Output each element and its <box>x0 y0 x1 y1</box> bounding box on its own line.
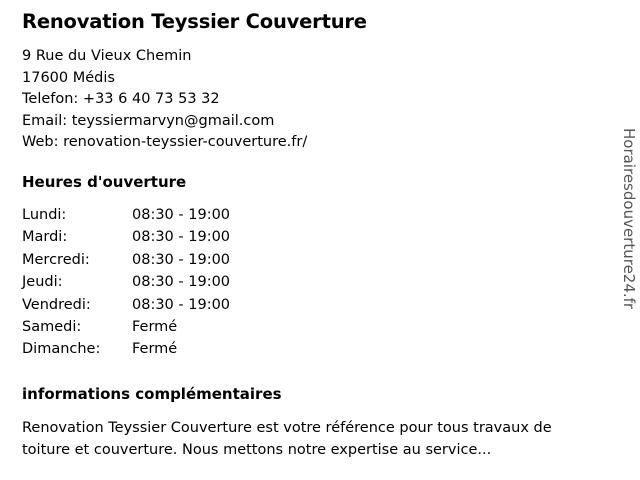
hours-value: 08:30 - 19:00 <box>132 229 231 246</box>
hours-value: 08:30 - 19:00 <box>132 296 231 313</box>
hours-value: 08:30 - 19:00 <box>132 206 231 223</box>
day-label: Samedi: <box>22 318 82 335</box>
phone-line: Telefon: +33 6 40 73 53 32 <box>22 91 220 108</box>
table-row <box>22 338 230 360</box>
page-title: Renovation Teyssier Couverture <box>22 10 367 33</box>
table-row <box>22 249 230 271</box>
additional-info-text: Renovation Teyssier Couverture est votre référence pour tous travaux de toiture et couverture. Nous mettons notre expertise au service... <box>22 419 552 458</box>
opening-hours-table <box>22 204 230 361</box>
day-label: Vendredi: <box>22 296 91 313</box>
hours-value: Fermé <box>132 341 178 358</box>
table-row <box>22 294 230 316</box>
hours-value: 08:30 - 19:00 <box>132 274 231 291</box>
table-row <box>22 271 230 293</box>
day-label: Mardi: <box>22 229 68 246</box>
additional-info-heading: informations complémentaires <box>22 384 282 403</box>
address-street: 9 Rue du Vieux Chemin <box>22 48 192 65</box>
opening-hours-heading: Heures d'ouverture <box>22 172 187 191</box>
card-content <box>22 10 592 461</box>
day-label: Lundi: <box>22 206 67 223</box>
table-row <box>22 204 230 226</box>
hours-value: 08:30 - 19:00 <box>132 251 231 268</box>
address-city: 17600 Médis <box>22 69 115 86</box>
website-line: Web: renovation-teyssier-couverture.fr/ <box>22 134 308 151</box>
hours-value: Fermé <box>132 318 178 335</box>
day-label: Mercredi: <box>22 251 90 268</box>
day-label: Jeudi: <box>22 274 63 291</box>
table-row <box>22 316 230 338</box>
email-line: Email: teyssiermarvyn@gmail.com <box>22 112 275 129</box>
table-row <box>22 226 230 248</box>
day-label: Dimanche: <box>22 341 101 358</box>
watermark-label: Horairesdouverture24.fr <box>620 128 638 310</box>
